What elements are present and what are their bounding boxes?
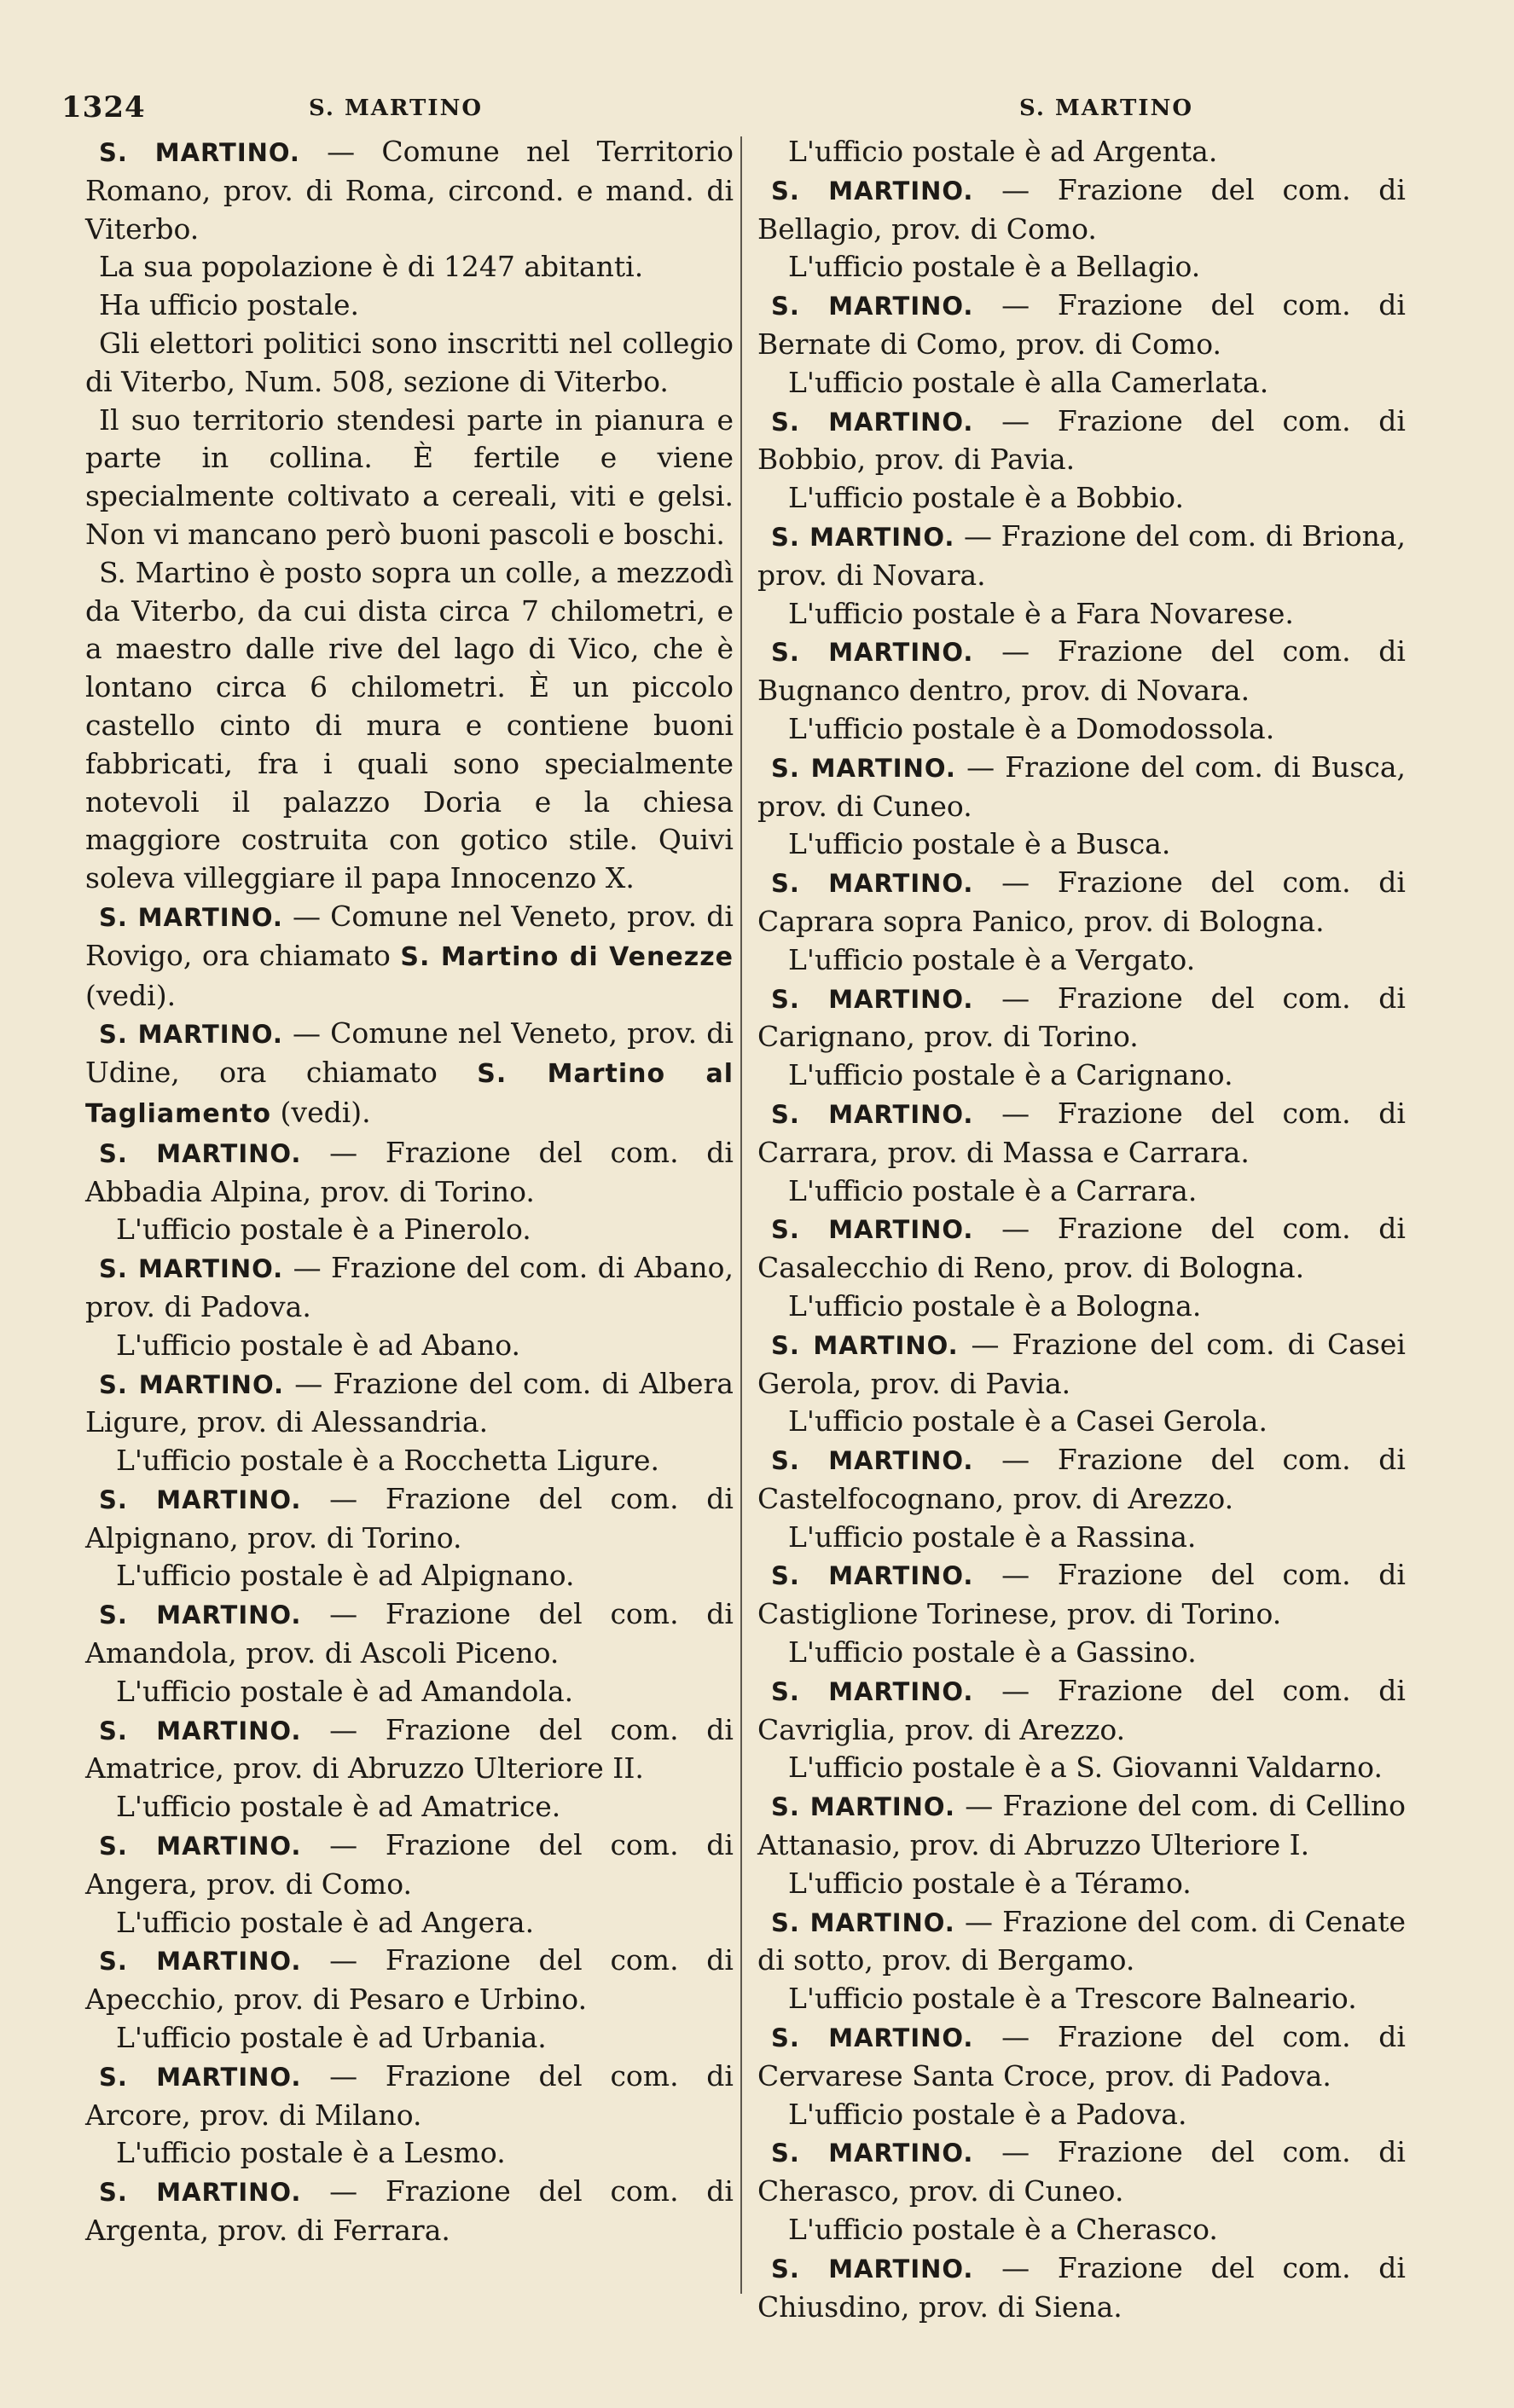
entry-text: L'ufficio postale è a Rassina. — [788, 1519, 1197, 1554]
entry-text: L'ufficio postale è a Rocchetta Ligure. — [116, 1444, 660, 1478]
entry-headword: S. MARTINO. — [771, 1099, 974, 1129]
entry-headword: S. MARTINO. — [771, 1907, 955, 1937]
postal-office-line — [757, 2096, 1406, 2134]
entry-paragraph — [85, 1942, 734, 2019]
entry-paragraph — [757, 1326, 1406, 1404]
postal-office-line — [757, 133, 1406, 171]
entry-headword: S. MARTINO. — [771, 176, 974, 205]
entry-text: — Frazione del com. di Argenta, prov. di Ferrara. — [85, 2174, 734, 2248]
entry-text: — Frazione del com. di Cellino Attanasio, prov. di Abruzzo Ulteriore I. — [757, 1789, 1406, 1862]
entry-headword: S. MARTINO. — [771, 1446, 974, 1476]
entry-paragraph — [757, 1210, 1406, 1288]
entry-text: L'ufficio postale è a Padova. — [788, 2097, 1187, 2131]
entry-text: L'ufficio postale è a Gassino. — [788, 1635, 1197, 1670]
postal-office-line — [757, 479, 1406, 518]
entry-text: — Frazione del com. di Angera, prov. di Como. — [85, 1828, 734, 1901]
entry-paragraph — [757, 2018, 1406, 2096]
postal-office-line — [757, 1634, 1406, 1672]
entry-paragraph — [757, 171, 1406, 249]
entry-headword: S. MARTINO. — [771, 1676, 974, 1706]
entry-headword: S. MARTINO. — [771, 1330, 959, 1360]
entry-text: L'ufficio postale è a Téramo. — [788, 1866, 1192, 1900]
postal-office-line — [757, 1056, 1406, 1095]
cross-reference: S. Martino di Venezze — [400, 941, 734, 972]
postal-office-line — [85, 1211, 734, 1249]
entry-headword: S. MARTINO. — [771, 407, 974, 437]
entry-text: — Frazione del com. di Bobbio, prov. di Pavia. — [757, 403, 1406, 477]
entry-paragraph — [757, 980, 1406, 1057]
entry-text: — Frazione del com. di Castiglione Torinese, prov. di Torino. — [757, 1558, 1406, 1631]
entry-paragraph — [85, 1134, 734, 1212]
entry-headword: S. MARTINO. — [771, 984, 974, 1014]
entry-text: L'ufficio postale è a Bobbio. — [788, 481, 1184, 515]
entry-text: Gli elettori politici sono inscritti nel collegio di Viterbo, Num. 508, sezione di Viterbo. — [85, 326, 734, 398]
entry-text: La sua popolazione è di 1247 abitanti. — [99, 250, 644, 284]
entry-paragraph — [85, 1365, 734, 1443]
page-number: 1324 — [61, 90, 146, 124]
entry-paragraph — [757, 287, 1406, 364]
postal-office-line — [757, 1403, 1406, 1441]
right-running-head: S. MARTINO — [1019, 96, 1193, 121]
postal-office-line — [757, 825, 1406, 864]
entry-text: L'ufficio postale è ad Argenta. — [788, 135, 1218, 168]
entry-continuation — [85, 287, 734, 325]
entry-text: L'ufficio postale è ad Abano. — [116, 1328, 521, 1362]
entry-text: L'ufficio postale è a Domodossola. — [788, 711, 1275, 745]
entry-text: L'ufficio postale è a Carrara. — [788, 1173, 1198, 1207]
entry-continuation — [85, 402, 734, 554]
entry-text: Il suo territorio stendesi parte in pianura e parte in collina. È fertile e viene specialmente coltivato a cereali, viti e gelsi. Non vi mancano però buoni pascoli e boschi. — [85, 402, 734, 551]
cross-reference: S. Martino al Tagliamento — [85, 1059, 734, 1129]
entry-paragraph — [85, 1249, 734, 1327]
entry-text: — Frazione del com. di Bellagio, prov. di Como. — [757, 172, 1406, 246]
left-column — [85, 133, 734, 2250]
entry-text: — Frazione del com. di Apecchio, prov. di Pesaro e Urbino. — [85, 1943, 734, 2017]
entry-headword: S. MARTINO. — [99, 1716, 302, 1745]
entry-paragraph — [757, 518, 1406, 595]
entry-headword: S. MARTINO. — [771, 2023, 974, 2053]
entry-headword: S. MARTINO. — [99, 902, 283, 932]
entry-text: — Frazione del com. di Casalecchio di Reno, prov. di Bologna. — [757, 1212, 1406, 1285]
entry-headword: S. MARTINO. — [99, 1832, 302, 1861]
postal-office-line — [85, 1788, 734, 1826]
entry-text: L'ufficio postale è a Trescore Balneario. — [788, 1982, 1357, 2016]
entry-paragraph — [757, 633, 1406, 710]
postal-office-line — [757, 1172, 1406, 1211]
entry-text: — Frazione del com. di Cavriglia, prov. di Arezzo. — [757, 1673, 1406, 1746]
entry-paragraph — [85, 1015, 734, 1133]
entry-text: L'ufficio postale è a Vergato. — [788, 942, 1196, 976]
right-column — [757, 133, 1406, 2326]
entry-headword: S. MARTINO. — [99, 1947, 302, 1977]
entry-text: — Frazione del com. di Bernate di Como, prov. di Como. — [757, 288, 1406, 361]
entry-paragraph — [85, 133, 734, 248]
entry-text: L'ufficio postale è ad Amandola. — [116, 1674, 574, 1708]
entry-text: — Frazione del com. di Briona, prov. di Novara. — [757, 518, 1406, 592]
postal-office-line — [85, 1442, 734, 1480]
entry-text: — Frazione del com. di Alpignano, prov. di Torino. — [85, 1481, 734, 1554]
entry-text: — Frazione del com. di Cervarese Santa Croce, prov. di Padova. — [757, 2020, 1406, 2093]
entry-paragraph — [85, 1711, 734, 1789]
entry-text: L'ufficio postale è a Bologna. — [788, 1288, 1202, 1323]
entry-text: — Frazione del com. di Amandola, prov. di Ascoli Piceno. — [85, 1597, 734, 1670]
entry-text: — Frazione del com. di Carrara, prov. di Massa e Carrara. — [757, 1096, 1406, 1169]
entry-text: — Comune nel Territorio Romano, prov. di Roma, circond. e mand. di Viterbo. — [85, 135, 734, 246]
entry-text: L'ufficio postale è ad Amatrice. — [116, 1790, 561, 1824]
entry-paragraph — [85, 2058, 734, 2135]
entry-text: — Frazione del com. di Cherasco, prov. di Cuneo. — [757, 2135, 1406, 2208]
postal-office-line — [85, 2019, 734, 2058]
entry-text: — Frazione del com. di Chiusdino, prov. di Siena. — [757, 2250, 1406, 2324]
entry-text: L'ufficio postale è alla Camerlata. — [788, 365, 1269, 399]
entry-headword: S. MARTINO. — [99, 1601, 302, 1630]
postal-office-line — [757, 1865, 1406, 1903]
postal-office-line — [85, 1904, 734, 1942]
entry-paragraph — [757, 1903, 1406, 1981]
entry-paragraph — [757, 749, 1406, 826]
entry-text: L'ufficio postale è a Casei Gerola. — [788, 1404, 1267, 1438]
entry-paragraph — [757, 402, 1406, 480]
entry-paragraph — [757, 1441, 1406, 1519]
entry-paragraph — [85, 898, 734, 1015]
entry-text: — Frazione del com. di Abbadia Alpina, prov. di Torino. — [85, 1135, 734, 1208]
entry-headword: S. MARTINO. — [771, 2254, 974, 2284]
entry-paragraph — [85, 2173, 734, 2250]
postal-office-line — [757, 595, 1406, 634]
entry-paragraph — [85, 1480, 734, 1558]
entry-paragraph — [757, 2133, 1406, 2211]
entry-continuation — [85, 325, 734, 402]
postal-office-line — [757, 1288, 1406, 1326]
entry-headword: S. MARTINO. — [99, 1485, 302, 1514]
column-divider — [740, 136, 742, 2294]
entry-headword: S. MARTINO. — [99, 1254, 284, 1284]
entry-paragraph — [757, 1556, 1406, 1634]
entry-text: — Frazione del com. di Carignano, prov. di Torino. — [757, 981, 1406, 1054]
entry-headword: S. MARTINO. — [99, 2062, 302, 2092]
entry-continuation — [85, 554, 734, 898]
postal-office-line — [757, 248, 1406, 287]
entry-text: L'ufficio postale è a Cherasco. — [788, 2213, 1218, 2247]
entry-paragraph — [757, 2249, 1406, 2327]
entry-headword: S. MARTINO. — [99, 1138, 302, 1168]
entry-paragraph — [85, 1595, 734, 1673]
entry-paragraph — [757, 1787, 1406, 1865]
entry-text: — Frazione del com. di Casei Gerola, prov. di Pavia. — [757, 1327, 1406, 1400]
entry-headword: S. MARTINO. — [771, 292, 974, 321]
entry-text: — Frazione del com. di Castelfocognano, prov. di Arezzo. — [757, 1443, 1406, 1515]
entry-headword: S. MARTINO. — [99, 1020, 283, 1050]
entry-tail: (vedi). — [280, 1095, 371, 1129]
entry-headword: S. MARTINO. — [771, 869, 974, 899]
postal-office-line — [757, 1749, 1406, 1787]
entry-paragraph — [85, 1826, 734, 1904]
entry-headword: S. MARTINO. — [99, 2178, 302, 2208]
postal-office-line — [85, 1673, 734, 1711]
postal-office-line — [757, 1980, 1406, 2018]
entry-headword: S. MARTINO. — [99, 1369, 284, 1399]
entry-text: Ha ufficio postale. — [99, 288, 360, 322]
entry-headword: S. MARTINO. — [771, 753, 956, 783]
entry-text: L'ufficio postale è a Busca. — [788, 827, 1171, 861]
postal-office-line — [85, 1327, 734, 1365]
entry-headword: S. MARTINO. — [771, 1215, 974, 1245]
entry-text: L'ufficio postale è a Pinerolo. — [116, 1213, 531, 1247]
entry-tail: (vedi). — [85, 978, 177, 1012]
entry-paragraph — [757, 1672, 1406, 1750]
entry-text: L'ufficio postale è ad Urbania. — [116, 2021, 547, 2055]
entry-text: L'ufficio postale è a S. Giovanni Valdarno. — [788, 1751, 1383, 1785]
entry-headword: S. MARTINO. — [771, 1792, 955, 1822]
entry-paragraph — [757, 864, 1406, 941]
postal-office-line — [757, 941, 1406, 980]
entry-paragraph — [757, 1095, 1406, 1172]
entry-continuation — [85, 248, 734, 287]
entry-headword: S. MARTINO. — [771, 2139, 974, 2168]
entry-text: — Frazione del com. di Cenate di sotto, prov. di Bergamo. — [757, 1904, 1406, 1977]
entry-text: L'ufficio postale è a Lesmo. — [116, 2136, 506, 2170]
entry-text: — Frazione del com. di Amatrice, prov. di Abruzzo Ulteriore II. — [85, 1712, 734, 1786]
entry-headword: S. MARTINO. — [99, 138, 300, 167]
entry-text: — Frazione del com. di Abano, prov. di Padova. — [85, 1251, 734, 1323]
entry-text: L'ufficio postale è a Bellagio. — [788, 250, 1201, 284]
entry-text: L'ufficio postale è a Fara Novarese. — [788, 596, 1294, 630]
postal-office-line — [85, 1557, 734, 1595]
entry-headword: S. MARTINO. — [771, 638, 974, 668]
postal-office-line — [757, 710, 1406, 749]
postal-office-line — [757, 2211, 1406, 2249]
entry-text: — Frazione del com. di Busca, prov. di Cuneo. — [757, 750, 1406, 823]
entry-headword: S. MARTINO. — [771, 1561, 974, 1591]
postal-office-line — [757, 364, 1406, 402]
entry-headword: S. MARTINO. — [771, 522, 955, 552]
left-running-head: S. MARTINO — [309, 96, 483, 121]
postal-office-line — [85, 2134, 734, 2173]
entry-text: — Frazione del com. di Caprara sopra Panico, prov. di Bologna. — [757, 865, 1406, 938]
entry-text: — Frazione del com. di Albera Ligure, prov. di Alessandria. — [85, 1366, 734, 1439]
entry-text: — Comune nel Veneto, prov. di Rovigo, ora chiamato — [85, 899, 734, 972]
entry-text: S. Martino è posto sopra un colle, a mezzodì da Viterbo, da cui dista circa 7 chilometri, e a maestro dalle rive del lago di Vico, che è lontano circa 6 chilometri. È un piccolo castello cinto di mura e contiene buoni fabbricati, fra i quali sono specialmente notevoli il palazzo Doria e la chiesa maggiore costruita con gotico stile. Quivi soleva villeggiare il papa Innocenzo X. — [85, 555, 734, 895]
entry-text: L'ufficio postale è ad Angera. — [116, 1905, 535, 1939]
entry-text: — Comune nel Veneto, prov. di Udine, ora chiamato — [85, 1016, 734, 1090]
entry-text: L'ufficio postale è a Carignano. — [788, 1058, 1233, 1092]
entry-text: — Frazione del com. di Bugnanco dentro, prov. di Novara. — [757, 634, 1406, 708]
postal-office-line — [757, 1519, 1406, 1557]
entry-text: — Frazione del com. di Arcore, prov. di Milano. — [85, 2058, 734, 2132]
entry-text: L'ufficio postale è ad Alpignano. — [116, 1559, 575, 1593]
